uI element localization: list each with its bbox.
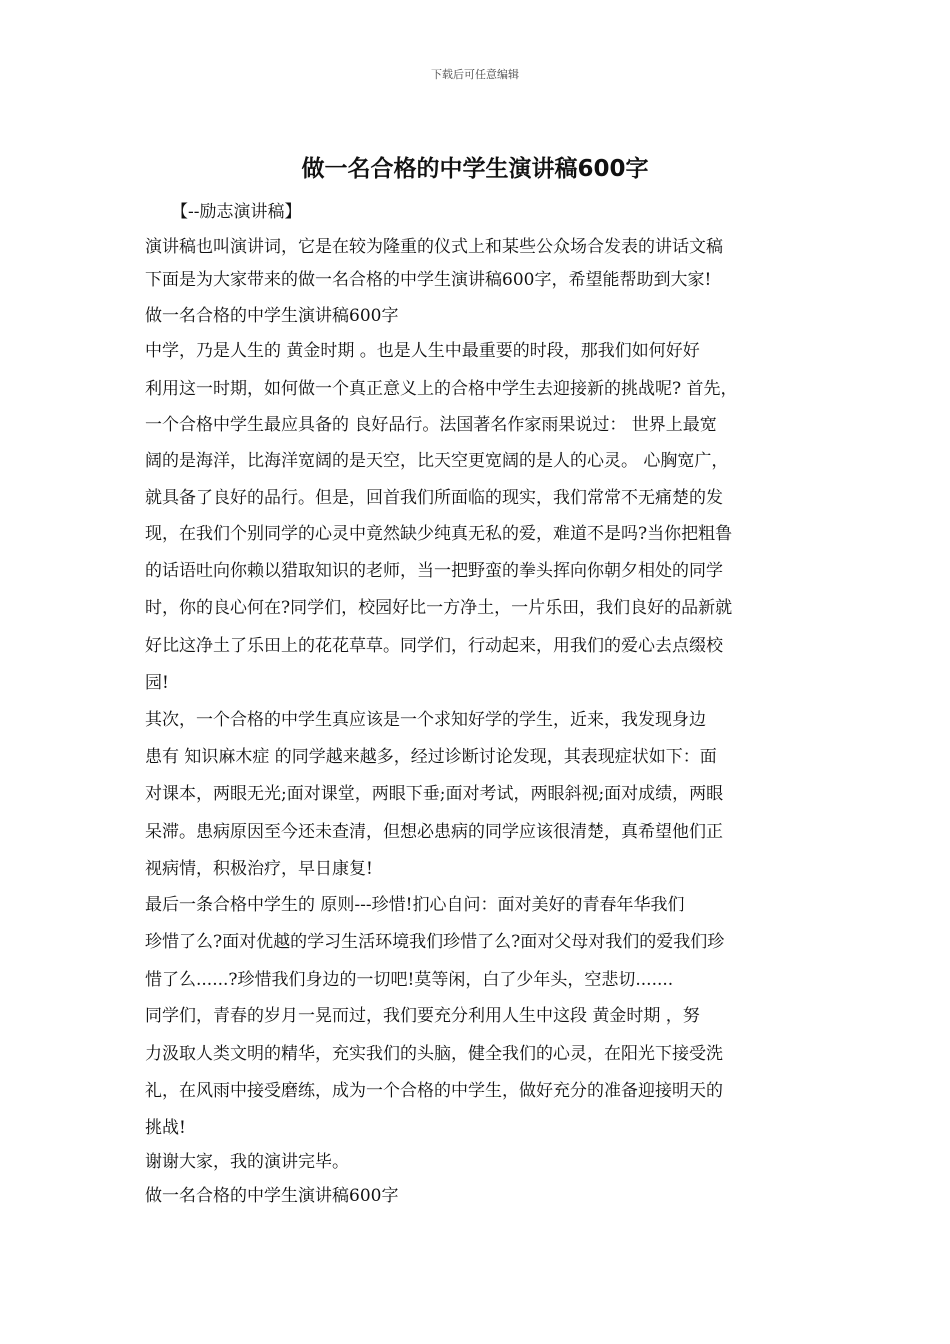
body-line: 阔的是海洋，比海洋宽阔的是天空，比天空更宽阔的是人的心灵。 心胸宽广， [145,451,729,471]
body-line: 【--励志演讲稿】 [171,202,302,222]
body-line: 礼，在风雨中接受磨练，成为一个合格的中学生，做好充分的准备迎接明天的 [145,1081,723,1101]
page-header-note: 下载后可任意编辑 [431,68,519,81]
body-line: 挑战! [145,1118,186,1138]
body-line: 其次，一个合格的中学生真应该是一个求知好学的学生，近来，我发现身边 [145,710,706,730]
body-line: 好比这净土了乐田上的花花草草。同学们，行动起来，用我们的爱心去点缀校 [145,636,723,656]
body-line: 最后一条合格中学生的 原则---珍惜!扪心自问：面对美好的青春年华我们 [145,895,685,915]
body-line: 做一名合格的中学生演讲稿600字 [145,1186,399,1206]
body-line: 一个合格中学生最应具备的 良好品行。法国著名作家雨果说过： 世界上最宽 [145,415,717,435]
body-line: 视病情，积极治疗，早日康复! [145,859,373,879]
body-line: 珍惜了么?面对优越的学习生活环境我们珍惜了么?面对父母对我们的爱我们珍 [145,932,725,952]
body-line: 同学们，青春的岁月一晃而过，我们要充分利用人生中这段 黄金时期 ，努 [145,1006,700,1026]
document-title: 做一名合格的中学生演讲稿600字 [301,156,649,182]
body-line: 惜了么......?珍惜我们身边的一切吧!莫等闲，白了少年头，空悲切....... [145,970,674,990]
body-line: 利用这一时期，如何做一个真正意义上的合格中学生去迎接新的挑战呢? 首先， [145,379,738,399]
body-line: 做一名合格的中学生演讲稿600字 [145,306,399,326]
body-line: 力汲取人类文明的精华，充实我们的头脑，健全我们的心灵，在阳光下接受洗 [145,1044,723,1064]
body-line: 的话语吐向你赖以猎取知识的老师，当一把野蛮的拳头挥向你朝夕相处的同学 [145,561,723,581]
body-line: 谢谢大家，我的演讲完毕。 [145,1152,349,1172]
body-line: 现，在我们个别同学的心灵中竟然缺少纯真无私的爱，难道不是吗?当你把粗鲁 [145,524,733,544]
body-line: 就具备了良好的品行。但是，回首我们所面临的现实，我们常常不无痛楚的发 [145,488,723,508]
body-line: 患有 知识麻木症 的同学越来越多，经过诊断讨论发现，其表现症状如下：面 [145,747,717,767]
body-line: 对课本，两眼无光;面对课堂，两眼下垂;面对考试，两眼斜视;面对成绩，两眼 [145,784,724,804]
body-line: 演讲稿也叫演讲词，它是在较为隆重的仪式上和某些公众场合发表的讲话文稿 [145,237,723,257]
body-line: 呆滞。患病原因至今还未查清，但想必患病的同学应该很清楚，真希望他们正 [145,822,723,842]
body-line: 时，你的良心何在?同学们，校园好比一方净土，一片乐田，我们良好的品新就 [145,598,733,618]
body-line: 园! [145,673,169,693]
body-line: 下面是为大家带来的做一名合格的中学生演讲稿600字，希望能帮助到大家! [145,270,712,290]
body-line: 中学，乃是人生的 黄金时期 。也是人生中最重要的时段，那我们如何好好 [145,341,700,361]
